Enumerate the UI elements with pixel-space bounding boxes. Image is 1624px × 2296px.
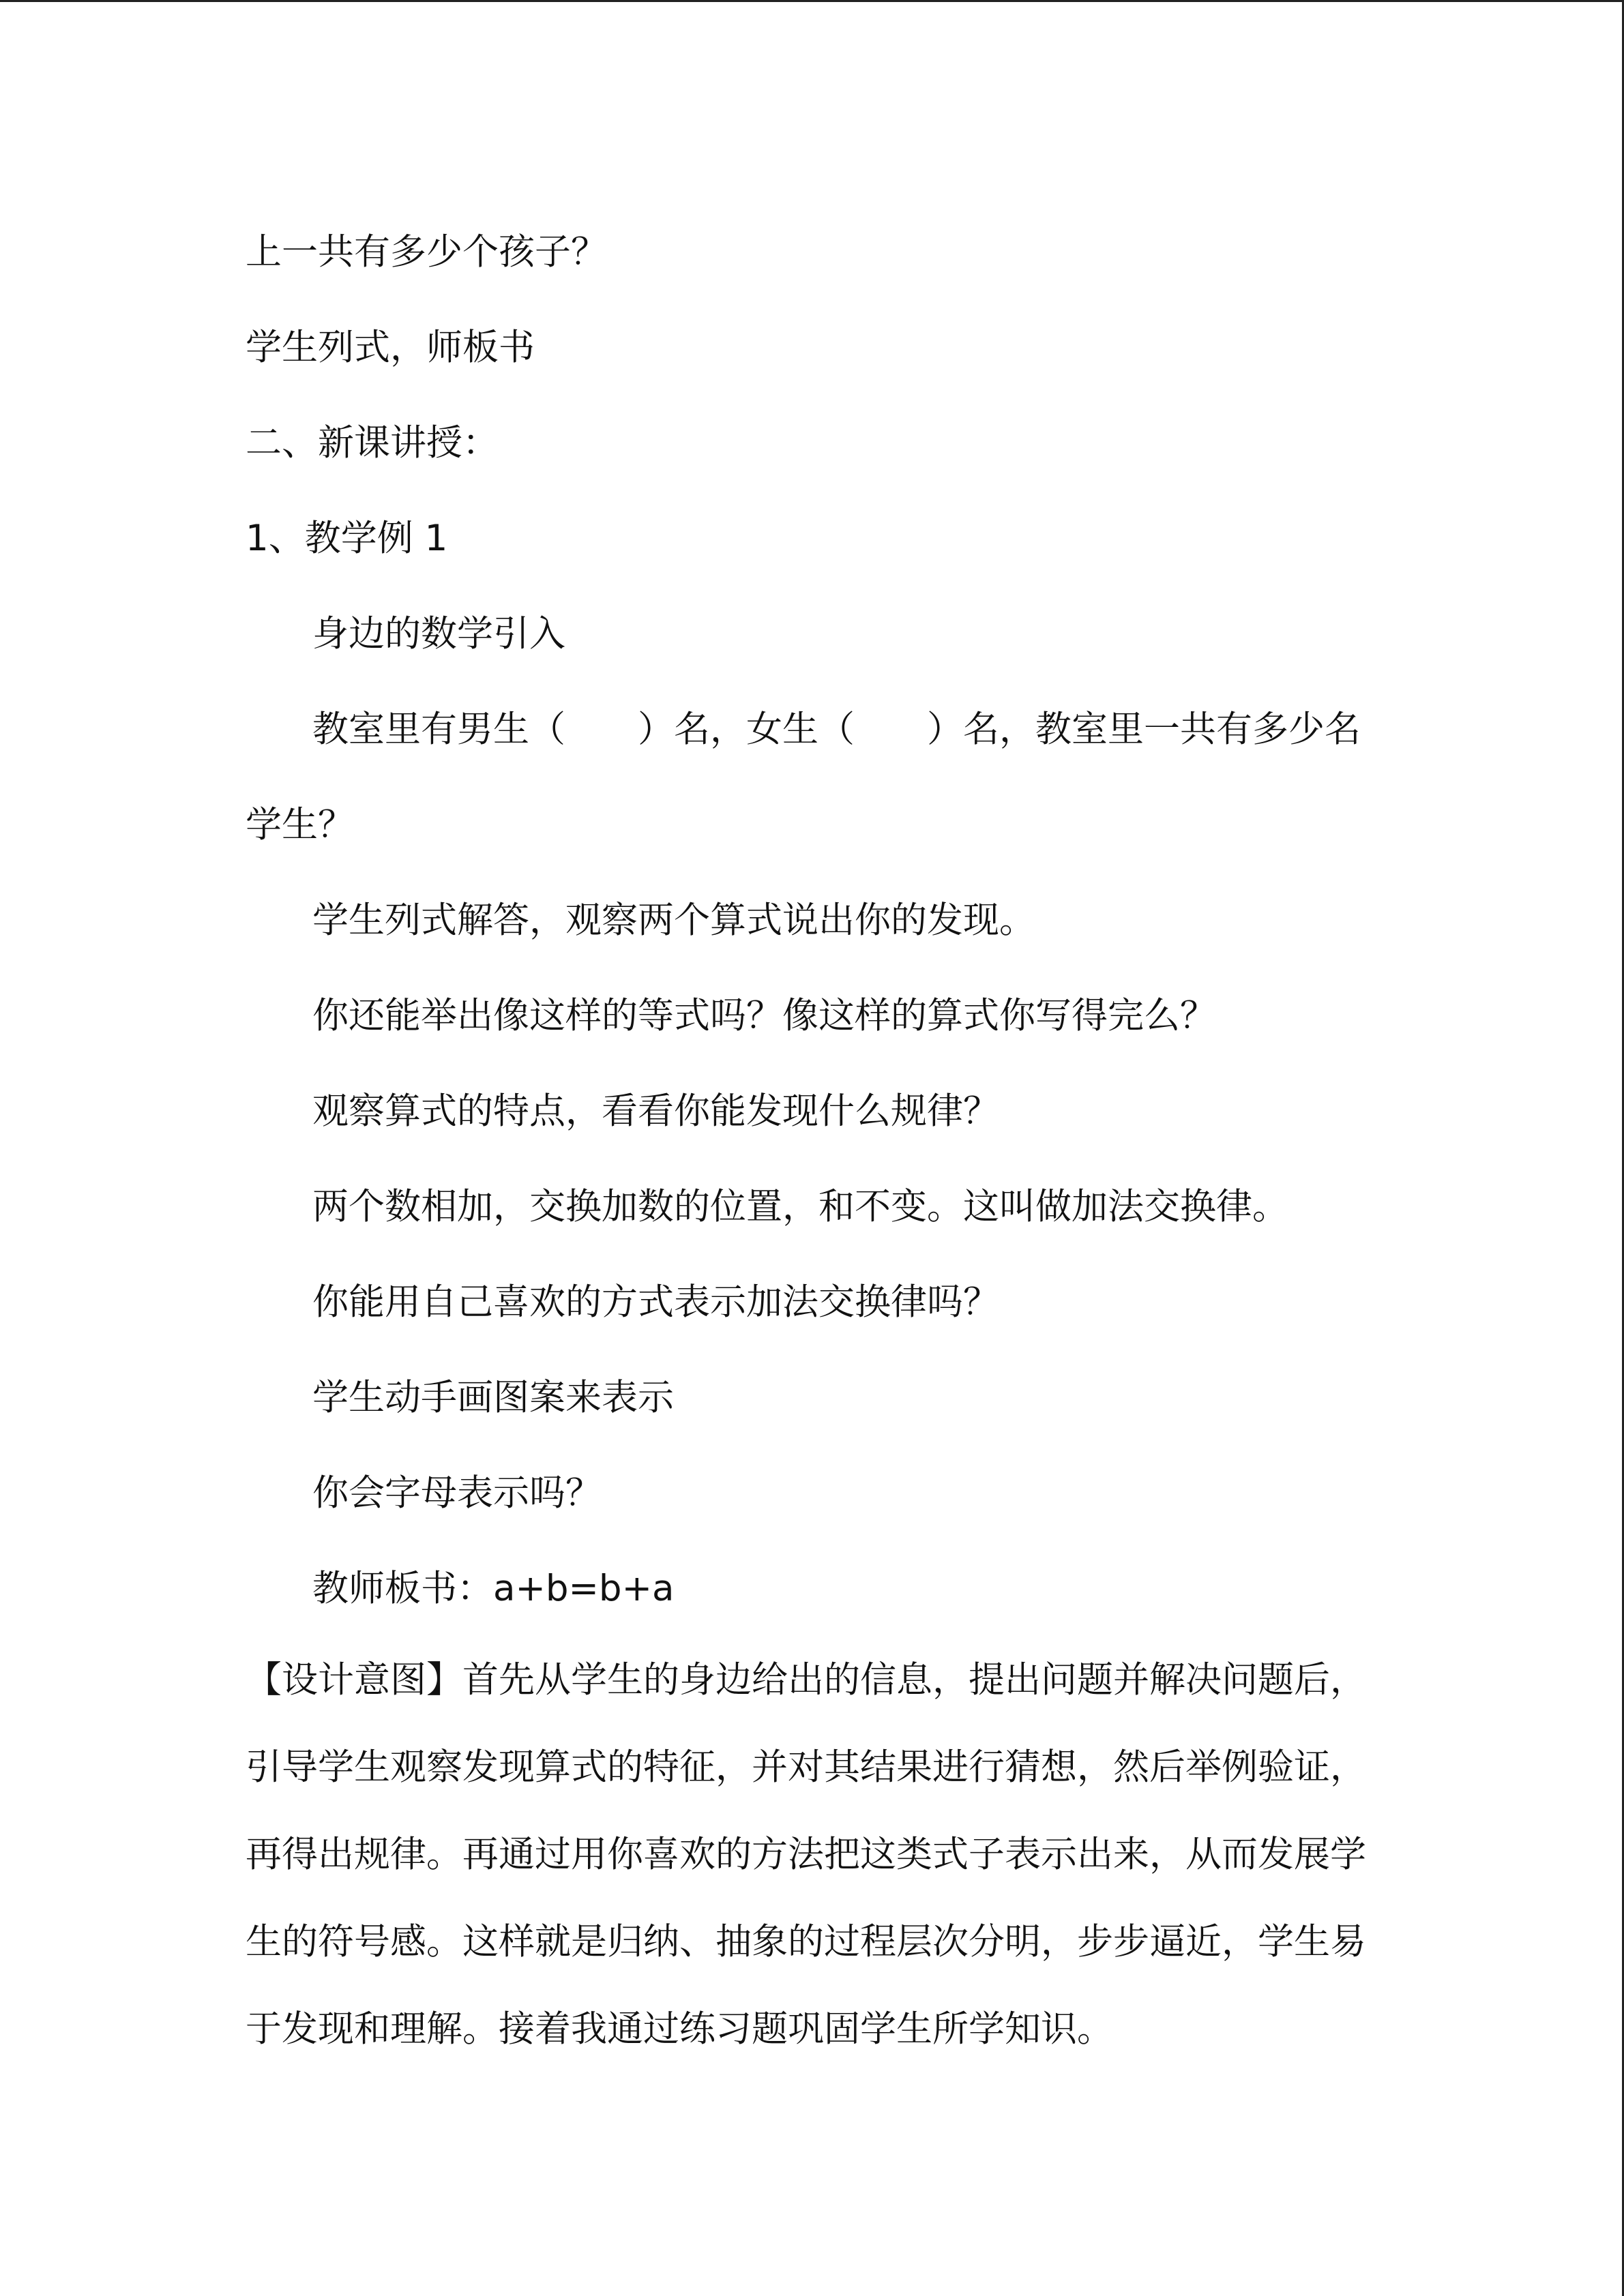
paragraph-student-formula: 学生列式，师板书 [246, 327, 535, 368]
paragraph-intro: 身边的数学引入 [312, 613, 565, 655]
paragraph-letter-expression: 你会字母表示吗？ [312, 1472, 602, 1514]
document-body [246, 205, 1378, 2073]
section-heading-new-lesson: 二、新课讲授： [246, 422, 499, 464]
paragraph-find-rule: 观察算式的特点，看看你能发现什么规律？ [312, 1090, 999, 1132]
paragraph-board-formula: 教师板书：a+b=b+a [312, 1568, 675, 1609]
page-top-border [0, 0, 1624, 2]
paragraph-question-continued: 上一共有多少个孩子？ [246, 231, 607, 273]
subheading-example-1: 1、教学例 1 [246, 518, 448, 559]
paragraph-draw-pattern: 学生动手画图案来表示 [312, 1377, 674, 1418]
paragraph-observe: 学生列式解答，观察两个算式说出你的发现。 [312, 899, 1035, 941]
paragraph-commutative-law: 两个数相加，交换加数的位置，和不变。这叫做加法交换律。 [312, 1186, 1288, 1227]
paragraph-design-intent: 【设计意图】首先从学生的身边给出的信息，提出问题并解决问题后，引导学生观察发现算式的特征，并对其结果进行猜想，然后举例验证，再得出规律。再通过用你喜欢的方法把这类式子表示出来，从而发展学生的符号感。这样就是归纳、抽象的过程层次分明，步步逼近，学生易于发现和理解。接着我通过练习题巩固学生所学知识。 [246, 1659, 1366, 2050]
paragraph-classroom-question: 教室里有男生（ ）名，女生（ ）名，教室里一共有多少名学生？ [246, 709, 1361, 846]
design-intent-section [246, 1637, 1378, 2073]
paragraph-express-law: 你能用自己喜欢的方式表示加法交换律吗？ [312, 1281, 999, 1323]
paragraph-more-examples: 你还能举出像这样的等式吗？像这样的算式你写得完么？ [312, 995, 1216, 1037]
